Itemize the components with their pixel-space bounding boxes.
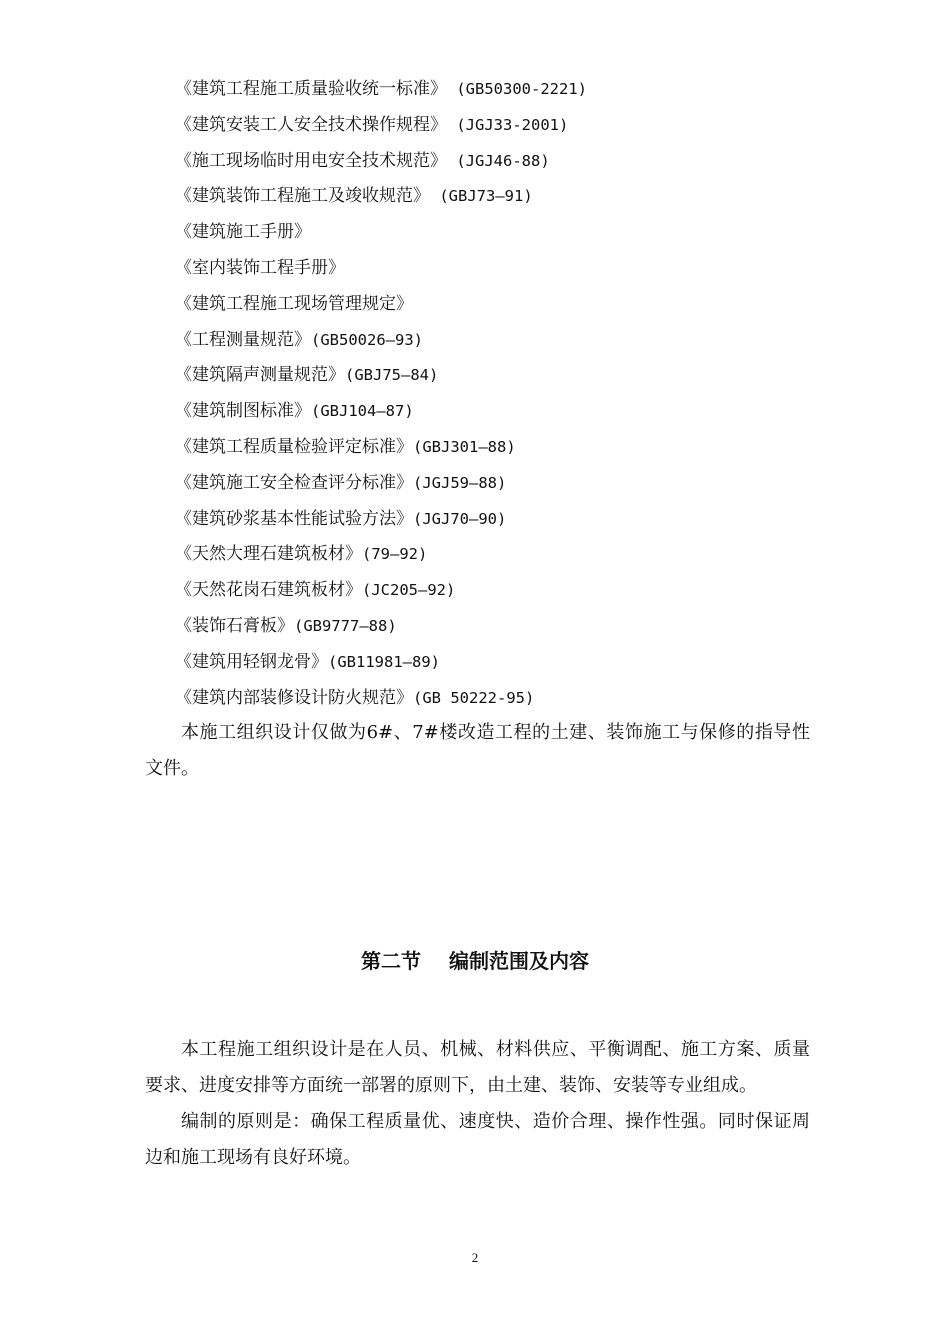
reference-title: 《建筑内部装修设计防火规范》 <box>175 687 413 708</box>
reference-title: 《建筑装饰工程施工及竣收规范》 <box>175 186 430 207</box>
reference-code: (79—92) <box>362 545 428 564</box>
reference-title: 《工程测量规范》 <box>175 329 311 350</box>
reference-title: 《建筑工程施工质量验收统一标准》 <box>175 79 447 99</box>
reference-title: 《建筑用轻钢龙骨》 <box>175 651 328 672</box>
reference-title: 《建筑工程施工现场管理规定》 <box>175 293 413 314</box>
reference-code: (GB50300-2221) <box>447 80 587 98</box>
reference-item <box>175 360 835 396</box>
reference-item <box>175 289 835 325</box>
reference-title: 《装饰石膏板》 <box>175 615 294 636</box>
reference-title: 《天然花岗石建筑板材》 <box>175 580 362 601</box>
reference-item <box>175 325 835 361</box>
reference-title: 《建筑砂浆基本性能试验方法》 <box>175 508 413 529</box>
section-heading <box>0 945 950 974</box>
reference-title: 《建筑安装工人安全技术操作规程》 <box>175 114 447 135</box>
reference-code: (JC205—92) <box>362 581 456 600</box>
reference-code: (JGJ33-2001) <box>447 115 569 134</box>
section-number: 第二节 <box>361 949 421 973</box>
reference-item <box>175 683 835 719</box>
reference-code: (GB11981—89) <box>328 652 440 671</box>
content-paragraph: 本工程施工组织设计是在人员、机械、材料供应、平衡调配、施工方案、质量要求、进度安排等方面统一部署的原则下，由土建、装饰、安装等专业组成。 <box>145 1039 810 1096</box>
reference-item <box>175 396 835 432</box>
reference-code: (GBJ73—91) <box>430 187 533 206</box>
reference-item <box>175 611 835 647</box>
reference-title: 《建筑施工安全检查评分标准》 <box>175 472 413 493</box>
reference-code: (JGJ46-88) <box>447 151 550 170</box>
reference-title: 《建筑工程质量检验评定标准》 <box>175 436 413 457</box>
reference-code: (GBJ75—84) <box>345 366 439 385</box>
reference-item <box>175 647 835 683</box>
reference-item <box>175 74 835 110</box>
section-title: 编制范围及内容 <box>449 949 589 973</box>
scope-paragraph: 本施工组织设计仅做为6#、7#楼改造工程的土建、装饰施工与保修的指导性文件。 <box>145 722 810 779</box>
reference-item <box>175 253 835 289</box>
principle-paragraph: 编制的原则是：确保工程质量优、速度快、造价合理、操作性强。同时保证周边和施工现场有良好环境。 <box>145 1111 810 1168</box>
reference-code: (JGJ59—88) <box>413 473 507 492</box>
reference-item <box>175 110 835 146</box>
reference-code: (JGJ70—90) <box>413 509 507 528</box>
reference-title: 《施工现场临时用电安全技术规范》 <box>175 150 447 171</box>
reference-item <box>175 539 835 575</box>
reference-item <box>175 504 835 540</box>
page-number: 2 <box>471 1250 479 1265</box>
reference-item <box>175 217 835 253</box>
reference-title: 《建筑隔声测量规范》 <box>175 365 345 386</box>
reference-code: (GBJ301—88) <box>413 437 516 456</box>
reference-title: 《室内装饰工程手册》 <box>175 257 345 278</box>
reference-item <box>175 146 835 182</box>
reference-code: (GB50026—93) <box>311 330 423 349</box>
reference-list <box>175 74 835 718</box>
reference-item <box>175 468 835 504</box>
reference-item <box>175 181 835 217</box>
reference-code: (GBJ104—87) <box>311 402 414 421</box>
reference-code: (GB9777—88) <box>294 616 397 635</box>
reference-item <box>175 432 835 468</box>
reference-title: 《天然大理石建筑板材》 <box>175 544 362 565</box>
reference-item <box>175 575 835 611</box>
reference-code: (GB 50222-95) <box>413 688 535 707</box>
reference-title: 《建筑制图标准》 <box>175 401 311 422</box>
reference-title: 《建筑施工手册》 <box>175 222 311 243</box>
